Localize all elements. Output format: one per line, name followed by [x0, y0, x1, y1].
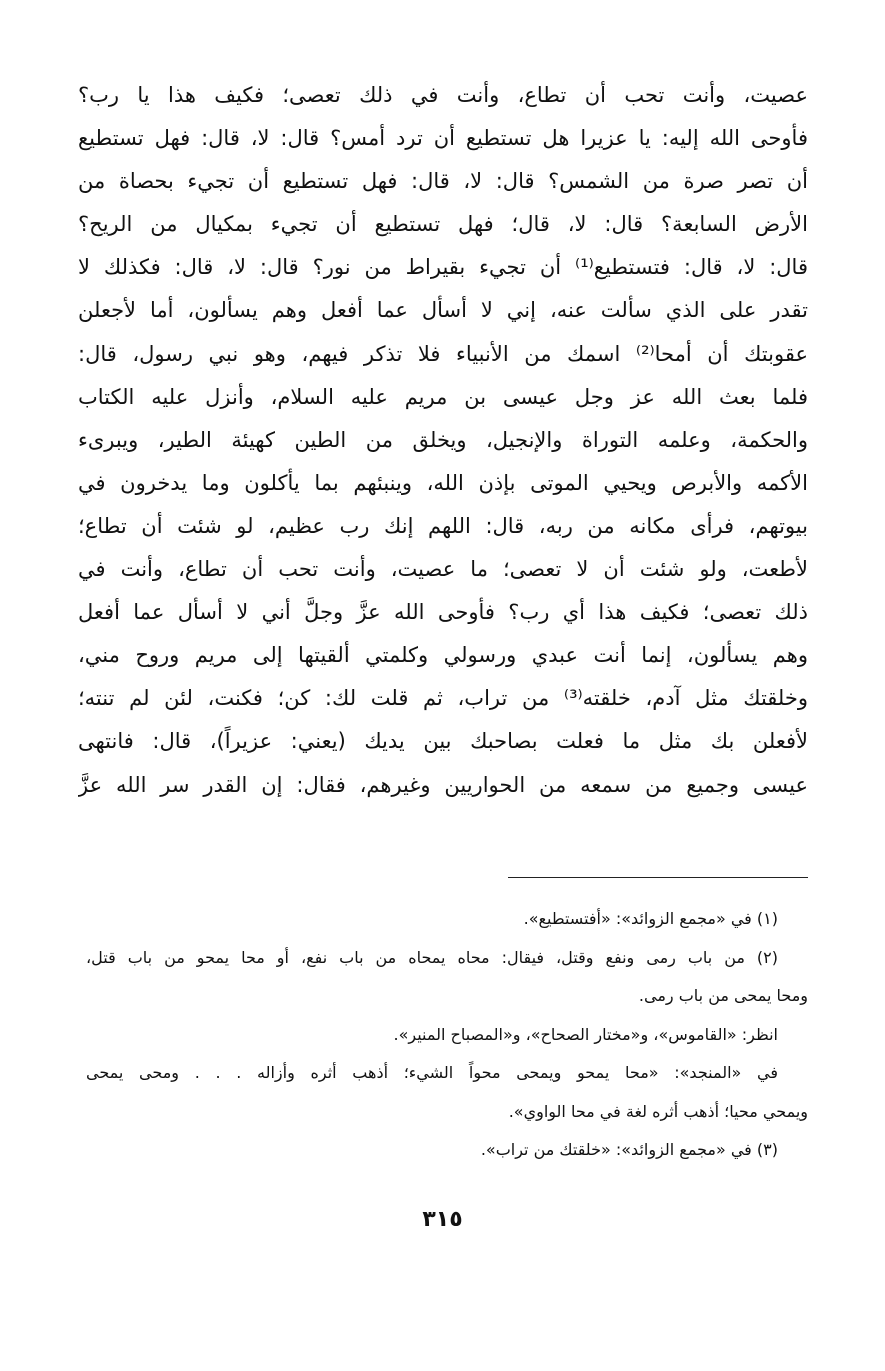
text-line: الأكمه والأبرص ويحيي الموتى بإذن الله، وينبئهم بما يأكلون وما يدخرون في	[78, 470, 808, 495]
text-line: فأوحى الله إليه: يا عزيرا هل تستطيع أن ترد أمس؟ قال: لا، قال: فهل تستطيع	[78, 126, 808, 151]
text-line: قال: لا، قال: فتستطيع⁽¹⁾ أن تجيء بقيراط من نور؟ قال: لا، قال: فكذلك لا	[78, 255, 808, 280]
text-line: والحكمة، وعلمه التوراة والإنجيل، ويخلق من الطين كهيئة الطير، ويبرىء	[78, 427, 808, 452]
footnote-line: في «المنجد»: «محا يمحو ويمحى محواً الشيء؛ أذهب أثره وأزاله . . . ومحى يمحى	[86, 1063, 778, 1082]
footnotes-block	[86, 900, 808, 1170]
footnote-line: ويمحي محيا؛ أذهب أثره لغة في محا الواوي».	[508, 1101, 808, 1121]
text-line: وهم يسألون، إنما أنت عبدي ورسولي وكلمتي ألقيتها إلى مريم وروح مني،	[78, 643, 808, 668]
page-number: ٣١٥	[422, 1207, 463, 1232]
text-line: عقوبتك أن أمحا⁽²⁾ اسمك من الأنبياء فلا تذكر فيهم، وهو نبي رسول، قال:	[78, 341, 808, 366]
footnote-line: (٢) من باب رمى ونفع وقتل، فيقال: محاه يمحاه من باب نفع، أو محا يمحو من باب قتل،	[86, 947, 778, 967]
text-line: أن تصر صرة من الشمس؟ قال: لا، قال: فهل تستطيع أن تجيء بحصاة من	[78, 169, 808, 194]
footnote-line: ومحا يمحى من باب رمى.	[638, 986, 808, 1005]
text-line: بيوتهم، فرأى مكانه من ربه، قال: اللهم إنك رب عظيم، لو شئت أن تطاع؛	[78, 513, 808, 538]
footnote-line: انظر: «القاموس»، و«مختار الصحاح»، و«المصباح المنير».	[393, 1024, 778, 1044]
main-text-block	[78, 74, 808, 807]
footnote-line: (٣) في «مجمع الزوائد»: «خلقتك من تراب».	[480, 1140, 778, 1159]
text-line: عصيت، وأنت تحب أن تطاع، وأنت في ذلك تعصى؛ فكيف هذا يا رب؟	[78, 83, 808, 107]
footnote-separator	[508, 877, 808, 878]
text-line: ذلك تعصى؛ فكيف هذا أي رب؟ فأوحى الله عزَّ وجلَّ أني لا أسأل عما أفعل	[78, 600, 808, 625]
text-line: لأفعلن بك مثل ما فعلت بصاحبك بين يديك (يعني: عزيراً)، قال: فانتهى	[78, 729, 808, 754]
text-line: وخلقتك مثل آدم، خلقته⁽³⁾ من تراب، ثم قلت لك: كن؛ فكنت، لئن لم تنته؛	[78, 686, 808, 711]
text-line: تقدر على الذي سألت عنه، إني لا أسأل عما أفعل وهم يسألون، أما لأجعلن	[78, 298, 808, 323]
footnote-line: (١) في «مجمع الزوائد»: «أفتستطيع».	[523, 909, 778, 928]
text-line: عيسى وجميع من سمعه من الحواريين وغيرهم، فقال: إن القدر سر الله عزَّ	[78, 772, 808, 797]
text-line: فلما بعث الله عز وجل عيسى بن مريم عليه السلام، وأنزل عليه الكتاب	[78, 384, 808, 409]
text-line: لأطعت، ولو شئت أن لا تعصى؛ ما عصيت، وأنت تحب أن تطاع، وأنت في	[78, 557, 808, 582]
text-line: الأرض السابعة؟ قال: لا، قال؛ فهل تستطيع أن تجيء بمكيال من الريح؟	[78, 212, 808, 237]
